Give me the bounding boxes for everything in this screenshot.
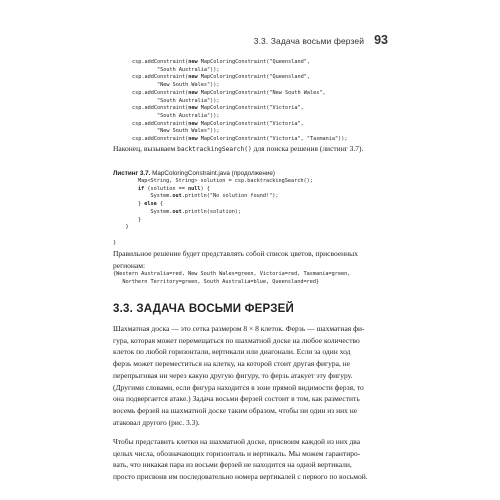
code-text: MapColoringConstraint("Queensland",	[197, 59, 311, 65]
code-line	[132, 59, 310, 65]
text-line: перепрыгивая ни через какую другую фигуру, то ферзь атакует эту фигуру.	[113, 370, 353, 380]
paragraph-text: Наконец, вызываем	[113, 144, 178, 153]
code-text: "South Australia"));	[132, 97, 220, 104]
paragraph-backtracking-call	[113, 143, 388, 156]
paragraph-solution-intro: Правильное решение будет представлять собой список цветов, присвоенных регионам:	[113, 249, 358, 270]
code-block-listing-3-7	[113, 178, 313, 247]
code-text	[113, 186, 138, 192]
text-line: она подвергается атаке.) Задача восьми ферзей состоит в том, как разместить	[113, 394, 360, 404]
listing-caption	[113, 170, 275, 177]
page-number: 93	[374, 33, 388, 47]
code-line	[132, 67, 219, 73]
text-line: Шахматная доска — это сетка размером 8 × 8 клеток. Ферзь — шахматная фи-	[113, 324, 365, 333]
code-line	[113, 279, 319, 285]
text-line: просто присвоив им последовательно номера вертикалей с первого по восьмой.	[113, 472, 368, 482]
code-text: }	[113, 239, 117, 246]
paragraph-text: для поиска решения (листинг 3.7).	[251, 144, 364, 153]
code-line	[132, 74, 310, 80]
code-line	[113, 178, 313, 184]
code-keyword: new	[188, 136, 198, 143]
paragraph-chessboard	[113, 323, 388, 428]
code-text: Northern Territory=green, South Australia=blue, Queensland=red}	[113, 278, 320, 285]
code-text: MapColoringConstraint("Queensland",	[197, 74, 311, 81]
code-line	[113, 193, 279, 199]
code-keyword: out	[172, 208, 182, 215]
code-keyword: new	[188, 74, 198, 81]
code-line	[132, 82, 219, 88]
code-block-add-constraints	[132, 59, 348, 144]
paragraph-represent-squares	[113, 436, 388, 483]
code-line	[132, 128, 219, 134]
code-line	[132, 136, 348, 142]
code-line	[132, 98, 219, 104]
code-text: .println("No solution found!");	[181, 193, 279, 200]
code-line	[132, 113, 219, 119]
code-line	[132, 121, 304, 127]
code-text: csp.addConstraint(	[132, 89, 189, 96]
code-line	[113, 186, 210, 192]
code-line	[132, 105, 304, 111]
code-text: (solution ==	[144, 185, 188, 192]
code-keyword: new	[188, 120, 198, 127]
code-text: MapColoringConstraint("Victoria",	[197, 120, 304, 127]
listing-label: Листинг 3.7.	[113, 170, 151, 177]
running-title: 3.3. Задача восьми ферзей	[253, 36, 365, 46]
code-text: }	[113, 216, 142, 223]
listing-file: MapColoringConstraint.java (продолжение)	[150, 170, 276, 177]
code-line	[113, 240, 116, 246]
code-keyword: if	[138, 185, 145, 192]
code-line	[113, 217, 141, 223]
code-keyword: null	[187, 185, 201, 192]
code-text: System.	[113, 193, 173, 200]
code-line	[113, 224, 129, 230]
text-line: Чтобы представить клетки на шахматной доске, присвоим каждой из них два	[113, 437, 361, 446]
text-line: восемь ферзей на шахматной доске таким образом, чтобы ни один из них не	[113, 405, 358, 415]
code-keyword: new	[188, 105, 198, 112]
code-text: csp.addConstraint(	[132, 136, 189, 143]
code-text: System.	[113, 208, 173, 215]
code-text: "New South Wales"));	[132, 128, 220, 135]
code-keyword: new	[188, 59, 198, 65]
code-text: csp.addConstraint(	[132, 74, 189, 81]
code-keyword: new	[188, 89, 198, 96]
code-line	[113, 201, 163, 207]
code-text: "New South Wales"));	[132, 82, 220, 89]
page-header	[115, 33, 388, 47]
code-keyword: else	[144, 201, 157, 208]
code-text: "South Australia"));	[132, 112, 220, 119]
text-line: гура, которая может перемещаться по шахматной доске на любое количество	[113, 335, 360, 345]
text-line: атаковал другого (рис. 3.3).	[113, 417, 200, 427]
text-line: (Другими словами, если фигура находится в зоне прямой видимости ферзя, то	[113, 382, 364, 392]
code-text: }	[113, 224, 129, 231]
code-block-solution-output	[113, 271, 350, 286]
text-line: клеток по любой горизонтали, вертикали или диагонали. Если за один ход	[113, 347, 351, 357]
code-keyword: out	[172, 193, 182, 200]
code-text: csp.addConstraint(	[132, 105, 189, 112]
code-text: {	[156, 201, 163, 208]
code-text: MapColoringConstraint("Victoria",	[197, 105, 304, 112]
code-text: MapColoringConstraint("New South Wales",	[197, 89, 326, 96]
inline-code: backtrackingSearch()	[177, 146, 252, 153]
code-line	[113, 209, 241, 215]
code-text: ) {	[200, 185, 210, 192]
code-text: csp.addConstraint(	[132, 59, 189, 65]
code-text: .println(solution);	[181, 208, 242, 215]
code-text: csp.addConstraint(	[132, 120, 189, 127]
section-heading: 3.3. ЗАДАЧА ВОСЬМИ ФЕРЗЕЙ	[113, 303, 294, 315]
text-line: ферзь может переместиться на клетку, на которой стоит другая фигура, не	[113, 359, 351, 369]
text-line: целых числа, обозначающих горизонталь и вертикаль. Мы можем гарантиро-	[113, 448, 361, 458]
code-line	[113, 271, 350, 277]
code-text: MapColoringConstraint("Victoria", "Tasmania"));	[197, 136, 348, 143]
code-text: {Western Australia=red, New South Wales=green, Victoria=red, Tasmania=green,	[113, 271, 351, 277]
code-line	[132, 90, 326, 96]
code-text: }	[113, 201, 145, 208]
text-line: вать, что никакая пара из восьми ферзей не находится на одной вертикали,	[113, 460, 352, 470]
code-text: Map<String, String> solution = csp.backtrackingSearch();	[113, 178, 313, 184]
code-text: "South Australia"));	[132, 66, 220, 73]
